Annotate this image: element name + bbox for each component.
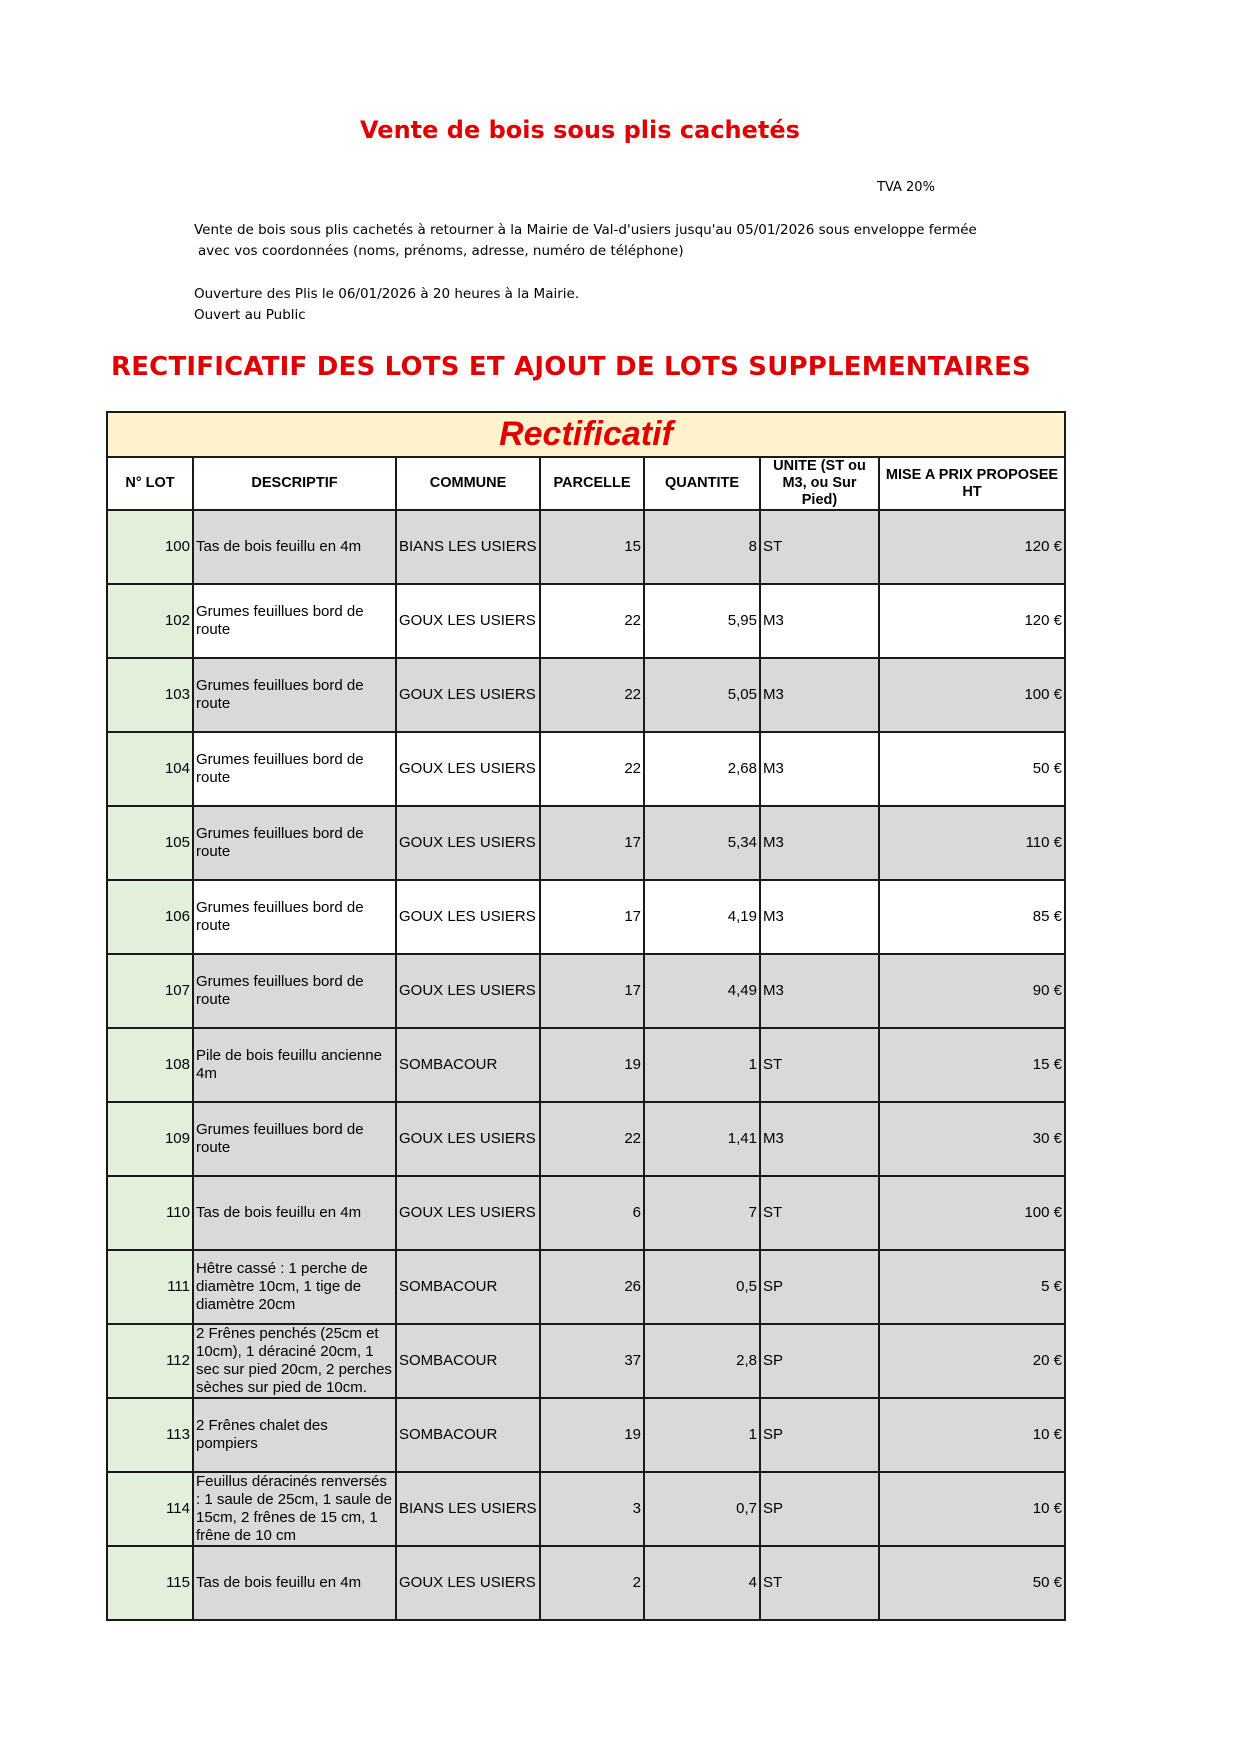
cell-lot: 114 bbox=[107, 1472, 193, 1546]
cell-lot: 104 bbox=[107, 732, 193, 806]
cell-parcelle: 26 bbox=[540, 1250, 644, 1324]
cell-descriptif: Grumes feuillues bord de route bbox=[193, 732, 396, 806]
table-row bbox=[107, 880, 1065, 954]
cell-parcelle: 22 bbox=[540, 732, 644, 806]
cell-lot: 106 bbox=[107, 880, 193, 954]
cell-commune: BIANS LES USIERS bbox=[396, 510, 540, 584]
cell-commune: GOUX LES USIERS bbox=[396, 584, 540, 658]
cell-commune: GOUX LES USIERS bbox=[396, 1102, 540, 1176]
col-header-descriptif: DESCRIPTIF bbox=[193, 457, 396, 510]
cell-descriptif: Tas de bois feuillu en 4m bbox=[193, 1176, 396, 1250]
table-row bbox=[107, 1102, 1065, 1176]
table-row bbox=[107, 510, 1065, 584]
cell-commune: SOMBACOUR bbox=[396, 1324, 540, 1398]
cell-unite: M3 bbox=[760, 658, 879, 732]
table-row bbox=[107, 1324, 1065, 1398]
cell-descriptif: Pile de bois feuillu ancienne 4m bbox=[193, 1028, 396, 1102]
opening-line-2: Ouvert au Public bbox=[194, 307, 306, 323]
cell-lot: 107 bbox=[107, 954, 193, 1028]
cell-lot: 111 bbox=[107, 1250, 193, 1324]
cell-parcelle: 15 bbox=[540, 510, 644, 584]
cell-parcelle: 37 bbox=[540, 1324, 644, 1398]
cell-unite: SP bbox=[760, 1398, 879, 1472]
opening-line-1: Ouverture des Plis le 06/01/2026 à 20 heures à la Mairie. bbox=[194, 286, 580, 302]
table-row bbox=[107, 1472, 1065, 1546]
cell-prix: 50 € bbox=[879, 732, 1065, 806]
cell-commune: GOUX LES USIERS bbox=[396, 880, 540, 954]
cell-parcelle: 19 bbox=[540, 1398, 644, 1472]
cell-prix: 30 € bbox=[879, 1102, 1065, 1176]
cell-quantite: 1 bbox=[644, 1028, 760, 1102]
cell-parcelle: 3 bbox=[540, 1472, 644, 1546]
cell-lot: 113 bbox=[107, 1398, 193, 1472]
cell-commune: SOMBACOUR bbox=[396, 1398, 540, 1472]
col-header-parcelle: PARCELLE bbox=[540, 457, 644, 510]
cell-lot: 110 bbox=[107, 1176, 193, 1250]
table-row bbox=[107, 1398, 1065, 1472]
cell-unite: ST bbox=[760, 1546, 879, 1620]
cell-commune: GOUX LES USIERS bbox=[396, 954, 540, 1028]
cell-lot: 108 bbox=[107, 1028, 193, 1102]
cell-prix: 50 € bbox=[879, 1546, 1065, 1620]
cell-lot: 103 bbox=[107, 658, 193, 732]
cell-lot: 109 bbox=[107, 1102, 193, 1176]
cell-quantite: 2,68 bbox=[644, 732, 760, 806]
cell-descriptif: Grumes feuillues bord de route bbox=[193, 954, 396, 1028]
lots-table bbox=[106, 411, 1066, 1621]
col-header-prix-line2: HT bbox=[962, 483, 982, 500]
cell-unite: ST bbox=[760, 510, 879, 584]
cell-prix: 100 € bbox=[879, 1176, 1065, 1250]
cell-commune: GOUX LES USIERS bbox=[396, 1176, 540, 1250]
cell-lot: 112 bbox=[107, 1324, 193, 1398]
cell-quantite: 2,8 bbox=[644, 1324, 760, 1398]
cell-descriptif: Tas de bois feuillu en 4m bbox=[193, 510, 396, 584]
cell-commune: BIANS LES USIERS bbox=[396, 1472, 540, 1546]
cell-quantite: 4,19 bbox=[644, 880, 760, 954]
cell-commune: GOUX LES USIERS bbox=[396, 658, 540, 732]
cell-prix: 100 € bbox=[879, 658, 1065, 732]
cell-commune: GOUX LES USIERS bbox=[396, 806, 540, 880]
cell-unite: SP bbox=[760, 1324, 879, 1398]
table-row bbox=[107, 806, 1065, 880]
cell-prix: 85 € bbox=[879, 880, 1065, 954]
col-header-unite bbox=[760, 457, 879, 510]
cell-quantite: 1,41 bbox=[644, 1102, 760, 1176]
cell-parcelle: 17 bbox=[540, 954, 644, 1028]
cell-lot: 100 bbox=[107, 510, 193, 584]
cell-descriptif: 2 Frênes penchés (25cm et 10cm), 1 déraciné 20cm, 1 sec sur pied 20cm, 2 perches sèches sur pied de 10cm. bbox=[193, 1324, 396, 1398]
cell-descriptif: Grumes feuillues bord de route bbox=[193, 584, 396, 658]
cell-prix: 110 € bbox=[879, 806, 1065, 880]
cell-unite: M3 bbox=[760, 806, 879, 880]
intro-line-1: Vente de bois sous plis cachetés à retourner à la Mairie de Val-d'usiers jusqu'au 05/01/2026 sous enveloppe fermée bbox=[194, 222, 977, 238]
table-row bbox=[107, 658, 1065, 732]
cell-commune: SOMBACOUR bbox=[396, 1028, 540, 1102]
cell-prix: 90 € bbox=[879, 954, 1065, 1028]
cell-unite: SP bbox=[760, 1472, 879, 1546]
cell-unite: ST bbox=[760, 1028, 879, 1102]
rectificatif-heading: RECTIFICATIF DES LOTS ET AJOUT DE LOTS SUPPLEMENTAIRES bbox=[111, 352, 1031, 382]
cell-prix: 120 € bbox=[879, 510, 1065, 584]
cell-prix: 20 € bbox=[879, 1324, 1065, 1398]
cell-unite: SP bbox=[760, 1250, 879, 1324]
cell-unite: M3 bbox=[760, 1102, 879, 1176]
cell-lot: 115 bbox=[107, 1546, 193, 1620]
table-row bbox=[107, 584, 1065, 658]
cell-parcelle: 22 bbox=[540, 1102, 644, 1176]
cell-parcelle: 2 bbox=[540, 1546, 644, 1620]
col-header-unite-line1: UNITE (ST ou bbox=[773, 458, 866, 474]
cell-descriptif: Feuillus déracinés renversés : 1 saule de 25cm, 1 saule de 15cm, 2 frênes de 15 cm, 1 frêne de 10 cm bbox=[193, 1472, 396, 1546]
cell-parcelle: 22 bbox=[540, 658, 644, 732]
col-header-prix-line1: MISE A PRIX PROPOSEE bbox=[885, 466, 1059, 483]
cell-descriptif: Grumes feuillues bord de route bbox=[193, 658, 396, 732]
cell-unite: M3 bbox=[760, 584, 879, 658]
cell-quantite: 5,05 bbox=[644, 658, 760, 732]
cell-quantite: 0,5 bbox=[644, 1250, 760, 1324]
table-row bbox=[107, 1546, 1065, 1620]
cell-prix: 120 € bbox=[879, 584, 1065, 658]
page-title: Vente de bois sous plis cachetés bbox=[360, 116, 800, 144]
cell-descriptif: 2 Frênes chalet des pompiers bbox=[193, 1398, 396, 1472]
cell-commune: GOUX LES USIERS bbox=[396, 732, 540, 806]
cell-quantite: 1 bbox=[644, 1398, 760, 1472]
cell-parcelle: 19 bbox=[540, 1028, 644, 1102]
cell-quantite: 8 bbox=[644, 510, 760, 584]
col-header-quantite: QUANTITE bbox=[644, 457, 760, 510]
cell-quantite: 5,34 bbox=[644, 806, 760, 880]
cell-parcelle: 22 bbox=[540, 584, 644, 658]
cell-descriptif: Grumes feuillues bord de route bbox=[193, 1102, 396, 1176]
cell-quantite: 5,95 bbox=[644, 584, 760, 658]
col-header-lot: N° LOT bbox=[107, 457, 193, 510]
cell-quantite: 0,7 bbox=[644, 1472, 760, 1546]
cell-descriptif: Grumes feuillues bord de route bbox=[193, 806, 396, 880]
table-header-row bbox=[107, 457, 1065, 510]
cell-unite: M3 bbox=[760, 732, 879, 806]
cell-lot: 102 bbox=[107, 584, 193, 658]
cell-quantite: 4 bbox=[644, 1546, 760, 1620]
table-banner: Rectificatif bbox=[107, 412, 1065, 457]
cell-unite: ST bbox=[760, 1176, 879, 1250]
cell-descriptif: Hêtre cassé : 1 perche de diamètre 10cm, 1 tige de diamètre 20cm bbox=[193, 1250, 396, 1324]
cell-unite: M3 bbox=[760, 880, 879, 954]
col-header-prix bbox=[879, 457, 1065, 510]
cell-quantite: 4,49 bbox=[644, 954, 760, 1028]
table-body bbox=[107, 510, 1065, 1620]
cell-prix: 10 € bbox=[879, 1398, 1065, 1472]
cell-commune: SOMBACOUR bbox=[396, 1250, 540, 1324]
col-header-unite-line2: M3, ou Sur Pied) bbox=[782, 475, 857, 508]
cell-prix: 10 € bbox=[879, 1472, 1065, 1546]
table-row bbox=[107, 954, 1065, 1028]
cell-prix: 15 € bbox=[879, 1028, 1065, 1102]
cell-parcelle: 6 bbox=[540, 1176, 644, 1250]
table-row bbox=[107, 1176, 1065, 1250]
cell-quantite: 7 bbox=[644, 1176, 760, 1250]
cell-prix: 5 € bbox=[879, 1250, 1065, 1324]
table-row bbox=[107, 732, 1065, 806]
cell-parcelle: 17 bbox=[540, 806, 644, 880]
cell-unite: M3 bbox=[760, 954, 879, 1028]
cell-lot: 105 bbox=[107, 806, 193, 880]
tva-note: TVA 20% bbox=[877, 180, 935, 195]
col-header-commune: COMMUNE bbox=[396, 457, 540, 510]
table-row bbox=[107, 1250, 1065, 1324]
table-row bbox=[107, 1028, 1065, 1102]
intro-line-2: avec vos coordonnées (noms, prénoms, adresse, numéro de téléphone) bbox=[198, 243, 684, 259]
cell-parcelle: 17 bbox=[540, 880, 644, 954]
cell-commune: GOUX LES USIERS bbox=[396, 1546, 540, 1620]
cell-descriptif: Tas de bois feuillu en 4m bbox=[193, 1546, 396, 1620]
cell-descriptif: Grumes feuillues bord de route bbox=[193, 880, 396, 954]
